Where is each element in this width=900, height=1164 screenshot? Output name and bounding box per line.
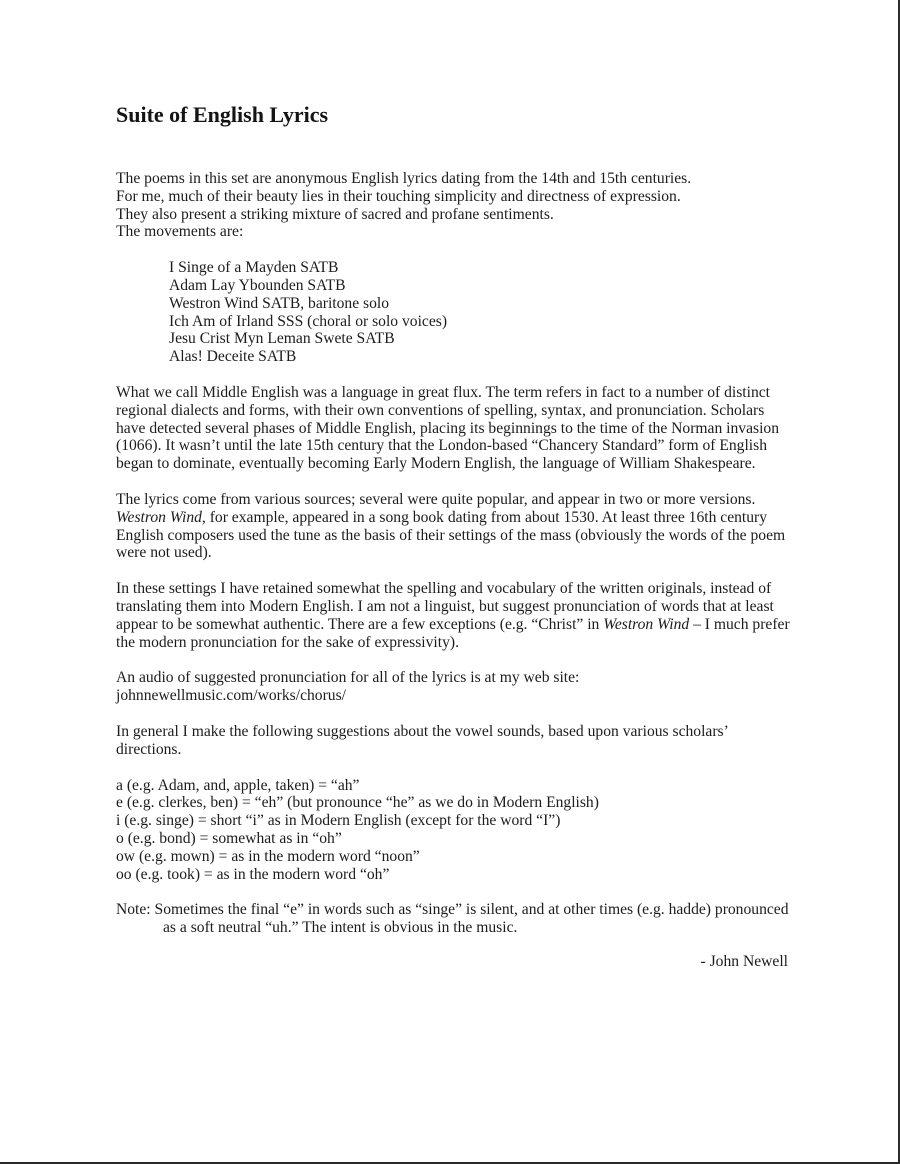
audio-text: An audio of suggested pronunciation for all of the lyrics is at my web site: bbox=[116, 669, 580, 687]
signature: - John Newell bbox=[700, 952, 788, 970]
movement-item: Jesu Crist Myn Leman Swete SATB bbox=[169, 330, 395, 348]
movement-item: I Singe of a Mayden SATB bbox=[169, 259, 339, 277]
vowel-item: o (e.g. bond) = somewhat as in “oh” bbox=[116, 829, 342, 847]
movement-item: Westron Wind SATB, baritone solo bbox=[169, 294, 390, 312]
vowel-item: oo (e.g. took) = as in the modern word “oh” bbox=[116, 865, 390, 883]
movements-list bbox=[169, 259, 790, 366]
movement-item: Adam Lay Ybounden SATB bbox=[169, 276, 346, 294]
vowels-intro-paragraph: In general I make the following suggestions about the vowel sounds, based upon various scholars’ directions. bbox=[116, 722, 728, 758]
note-paragraph: Note: Sometimes the final “e” in words such as “singe” is silent, and at other times (e.g. hadde) pronounced as a soft neutral “uh.” The intent is obvious in the music. bbox=[116, 901, 789, 937]
vowel-item: e (e.g. clerkes, ben) = “eh” (but pronounce “he” as we do in Modern English) bbox=[116, 794, 599, 812]
intro-paragraph bbox=[116, 170, 790, 241]
page-title: Suite of English Lyrics bbox=[116, 102, 329, 127]
vowel-item: i (e.g. singe) = short “i” as in Modern English (except for the word “I”) bbox=[116, 812, 561, 830]
vowel-item: a (e.g. Adam, and, apple, taken) = “ah” bbox=[116, 776, 360, 794]
movement-item: Alas! Deceite SATB bbox=[169, 348, 297, 366]
settings-work-title: Westron Wind bbox=[603, 615, 690, 633]
vowel-list bbox=[116, 777, 790, 884]
sources-paragraph bbox=[116, 491, 790, 562]
settings-text-before: In these settings I have retained somewhat the spelling and vocabulary of the written originals, instead of translating them into Modern English. I am not a linguist, but suggest pronunciation of words that at least appear to be somewhat authentic. There are a few exceptions (e.g. “Christ” in bbox=[116, 580, 774, 633]
sources-work-title: Westron Wind bbox=[116, 508, 202, 526]
sources-text-after: , for example, appeared in a song book dating from about 1530. At least three 16th century English composers used the tune as the basis of their settings of the mass (obviously the words of the poem were not used). bbox=[116, 508, 786, 562]
intro-line: The poems in this set are anonymous English lyrics dating from the 14th and 15th centuries. bbox=[116, 170, 692, 187]
settings-paragraph bbox=[116, 580, 790, 651]
sources-text-before: The lyrics come from various sources; several were quite popular, and appear in two or more versions. bbox=[116, 490, 756, 508]
settings-text-after: – I much prefer the modern pronunciation for the sake of expressivity). bbox=[116, 615, 790, 651]
vowel-item: ow (e.g. mown) = as in the modern word “noon” bbox=[116, 847, 420, 865]
audio-paragraph bbox=[116, 669, 790, 705]
audio-url: johnnewellmusic.com/works/chorus/ bbox=[116, 687, 346, 705]
document-body bbox=[116, 102, 790, 971]
intro-line: For me, much of their beauty lies in their touching simplicity and directness of expression. bbox=[116, 187, 681, 205]
movement-item: Ich Am of Irland SSS (choral or solo voices) bbox=[169, 312, 448, 330]
intro-line: They also present a striking mixture of sacred and profane sentiments. bbox=[116, 205, 554, 223]
intro-line: The movements are: bbox=[116, 223, 244, 241]
middle-english-paragraph: What we call Middle English was a language in great flux. The term refers in fact to a number of distinct regional dialects and forms, with their own conventions of spelling, syntax, and pronunciation. Scholars have detected several phases of Middle English, placing its beginnings to the time of the Norman invasion (1066). It wasn’t until the late 15th century that the London-based “Chancery Standard” form of English began to dominate, eventually becoming Early Modern English, the language of William Shakespeare. bbox=[116, 383, 780, 473]
